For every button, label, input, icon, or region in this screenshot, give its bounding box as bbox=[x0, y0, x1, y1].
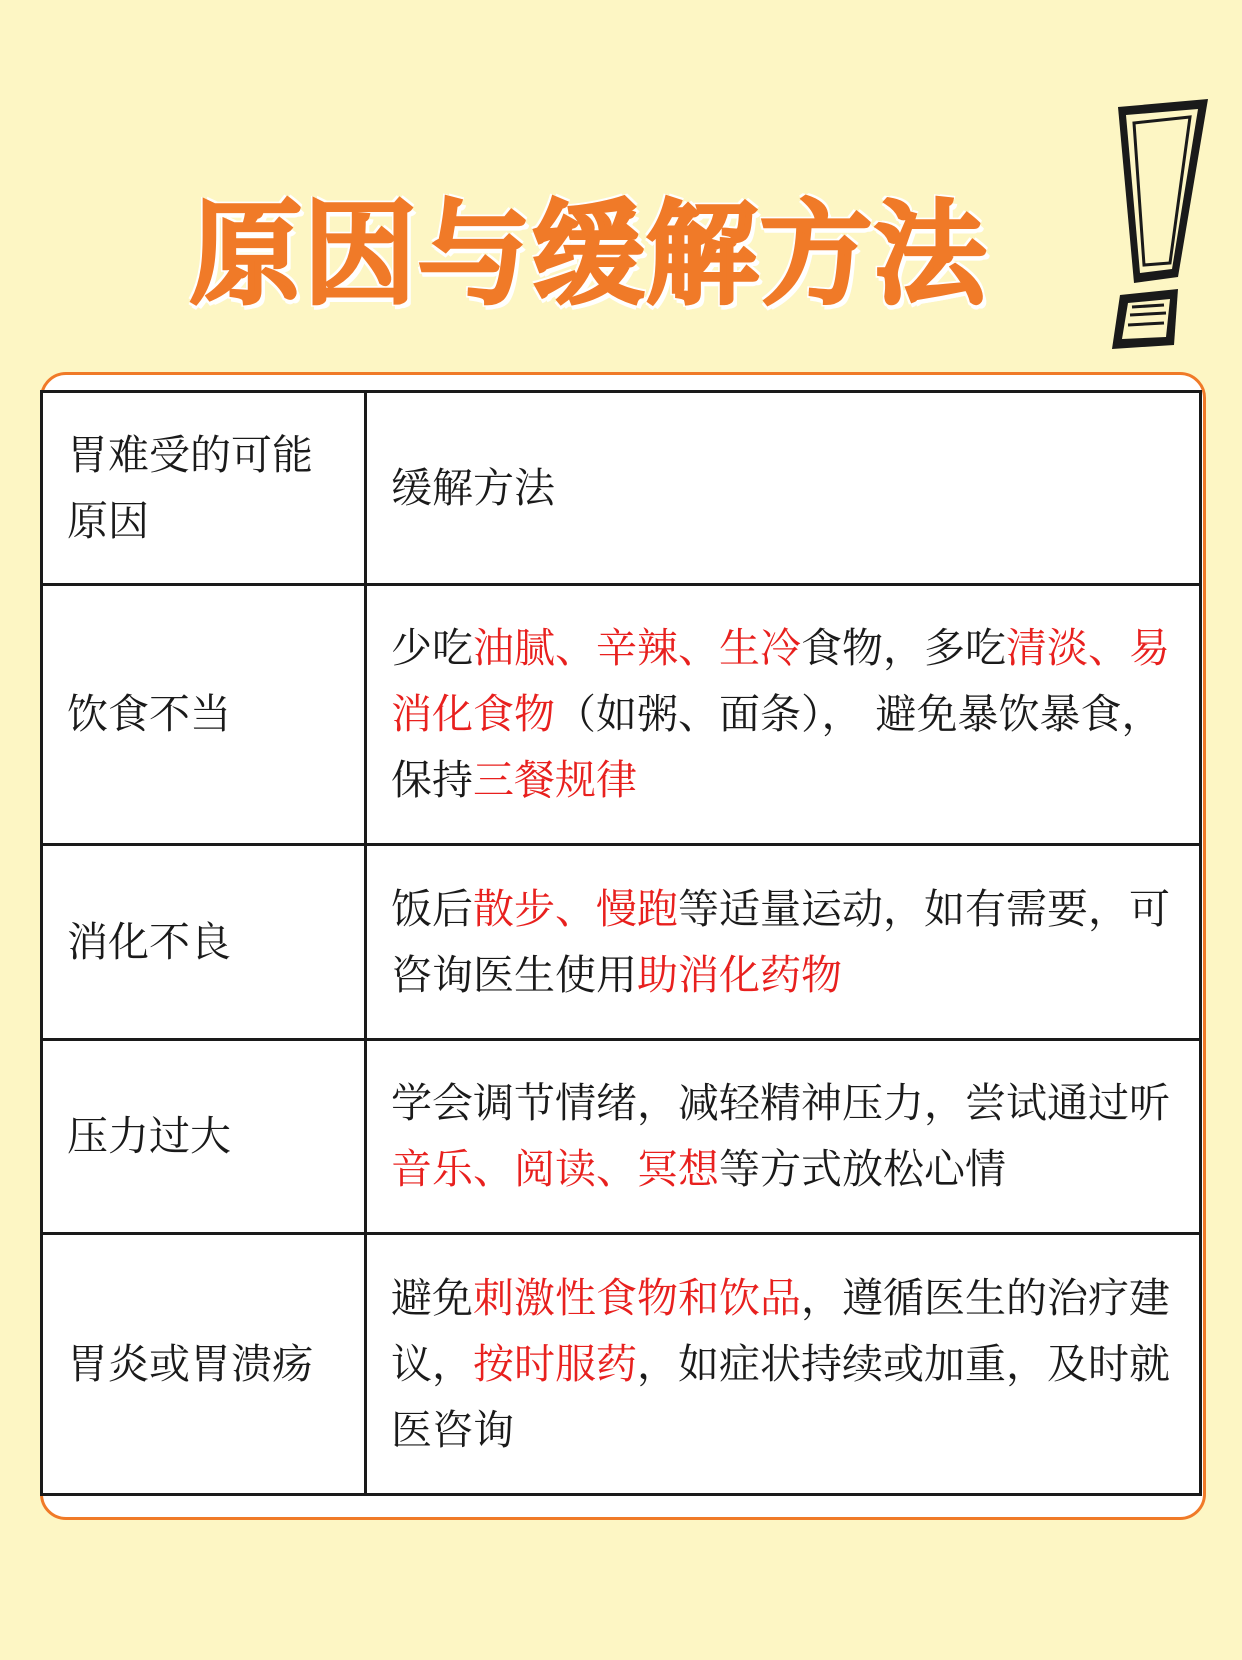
table-row bbox=[42, 584, 1201, 845]
cause-cell: 消化不良 bbox=[42, 845, 366, 1040]
cause-cell: 饮食不当 bbox=[42, 584, 366, 845]
remedy-text: ，遵循医生的治疗建议， bbox=[391, 1274, 1170, 1389]
remedy-cell bbox=[366, 845, 1201, 1040]
remedy-highlight: 按时服药 bbox=[473, 1340, 637, 1389]
header-remedy: 缓解方法 bbox=[366, 392, 1201, 585]
page-title: 原因与缓解方法 bbox=[190, 190, 988, 320]
table-header-row bbox=[42, 392, 1201, 585]
remedy-text: 避免 bbox=[391, 1274, 473, 1323]
remedy-text: 食物，多吃 bbox=[801, 624, 1006, 673]
remedy-cell bbox=[366, 584, 1201, 845]
remedy-text: 等适量运动，如有需要，可咨询医生使用 bbox=[391, 884, 1170, 999]
remedy-text: ，如症状持续或加重，及时就医咨询 bbox=[391, 1340, 1170, 1455]
remedy-highlight: 三餐规律 bbox=[473, 756, 637, 805]
cause-cell: 胃炎或胃溃疡 bbox=[42, 1234, 366, 1495]
remedy-highlight: 音乐、阅读、冥想 bbox=[391, 1145, 719, 1194]
remedy-text: 少吃 bbox=[391, 624, 473, 673]
remedy-highlight: 清淡、易消化食物 bbox=[391, 624, 1170, 739]
remedy-cell bbox=[366, 1039, 1201, 1234]
cause-cell: 压力过大 bbox=[42, 1039, 366, 1234]
exclamation-icon bbox=[1090, 95, 1220, 355]
table-row bbox=[42, 845, 1201, 1040]
remedy-text: 饭后 bbox=[391, 884, 473, 933]
remedy-highlight: 散步、慢跑 bbox=[473, 884, 678, 933]
remedy-text: 等方式放松心情 bbox=[719, 1145, 1006, 1194]
table-row bbox=[42, 1234, 1201, 1495]
remedy-text: （如粥、面条）， 避免暴饮暴食，保持 bbox=[391, 690, 1163, 805]
header-cause: 胃难受的可能原因 bbox=[42, 392, 366, 585]
cause-remedy-table bbox=[40, 390, 1202, 1496]
remedy-text: 学会调节情绪，减轻精神压力，尝试通过听 bbox=[391, 1079, 1170, 1128]
remedy-highlight: 油腻、辛辣、生冷 bbox=[473, 624, 801, 673]
remedy-cell bbox=[366, 1234, 1201, 1495]
remedy-highlight: 助消化药物 bbox=[637, 950, 842, 999]
table-row bbox=[42, 1039, 1201, 1234]
remedy-highlight: 刺激性食物和饮品 bbox=[473, 1274, 801, 1323]
